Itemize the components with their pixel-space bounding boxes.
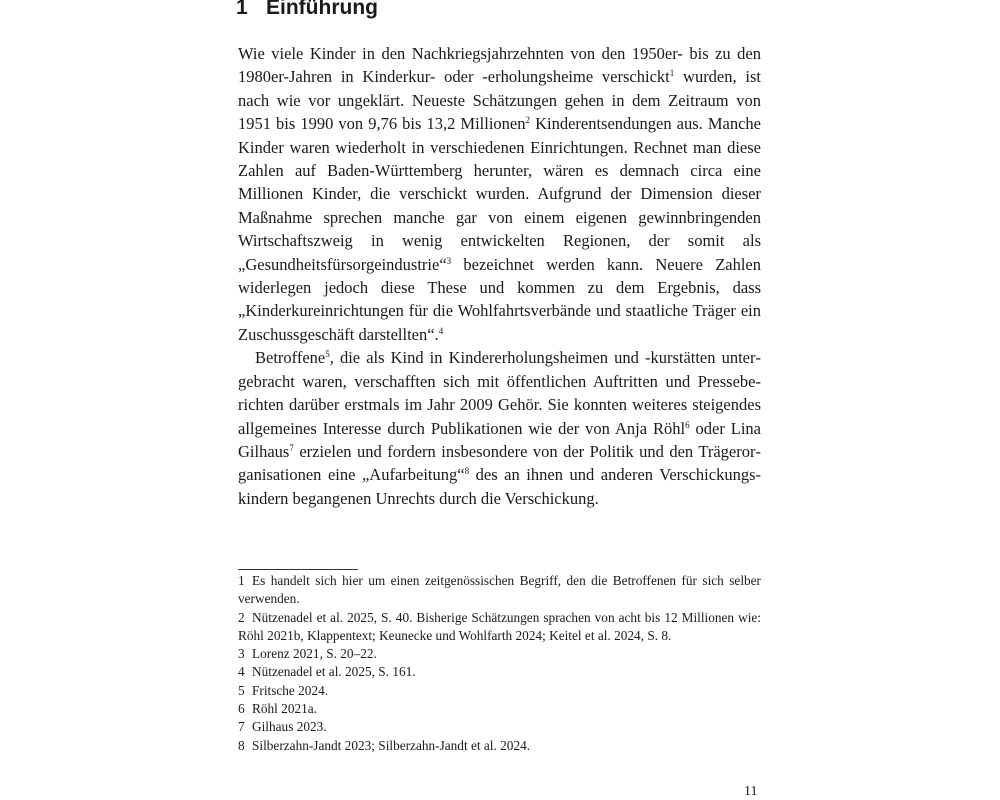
text-run: oder Lina Gilhaus [238,418,761,461]
footnote [238,700,761,718]
text-run: Kinderentsendungen aus. Manche Kinder waren wiederholt in verschiedenen Einrichtungen. Rechnet man diese Zahlen auf Baden-Württemberg herunter, wären es demnach circa eine Millionen Kinder, die verschickt wurden. Aufgrund der Dimension dieser Maßnahme sprechen manche gar von einem eigenen gewinnbringenden Wirtschaftszweig in wenig entwickelten Regionen, der somit als „Gesundheitsfürsorgeindustrie“ [238,114,761,274]
footnote-ref-7: 7 [289,442,294,453]
chapter-heading [236,0,378,20]
footnote-text: Es handelt sich hier um einen zeitgenössischen Begriff, den die Betroffenen für sich selber verwenden. [238,573,761,607]
footnote-ref-3: 3 [446,255,452,266]
footnote-ref-8: 8 [464,466,470,477]
text-run: erzielen und fordern insbesondere von der Politik und den Trägerorganisationen eine „Aufarbeitung“ [238,441,761,485]
footnote [238,682,761,700]
footnote-number: 3 [238,646,245,662]
footnote-text: Nützenadel et al. 2025, S. 40. Bisherige Schätzungen sprachen von acht bis 12 Millionen wie: Röhl 2021b, Klappentext; Keunecke und Wohlfarth 2024; Keitel et al. 2024, S. 8. [238,609,761,643]
footnote-number: 1 [238,573,245,588]
footnote-number: 6 [238,701,245,717]
footnote-separator [238,569,358,570]
text-run: Betroffene [255,348,326,368]
footnote [238,645,761,663]
paragraph [238,346,761,510]
text-run: wurden, ist nach wie vor ungeklärt. Neueste Schätzungen gehen in dem Zeitraum von 1951 bis 1990 von 9,76 bis 13,2 Millionen [238,67,761,134]
footnote-ref-5: 5 [325,349,330,360]
text-run: bezeichnet werden kann. Neuere Zahlen widerlegen jedoch diese These und kommen zu dem Ergebnis, dass „Kinderkureinrichtungen für die Wohlfahrtsverbände und staatliche Träger ein Zuschussgeschäft darstellten“. [238,254,761,344]
chapter-title: Einführung [266,0,378,19]
paragraph [238,42,761,346]
footnote-text: Fritsche 2024. [252,682,329,698]
footnote [238,572,761,609]
text-run: des an ihnen und anderen Verschickungskindern begangenen Unrechts durch die Verschickung. [238,465,761,508]
footnote-number: 7 [238,719,245,735]
footnote-ref-6: 6 [685,419,690,430]
footnote-ref-1: 1 [669,68,675,79]
footnote [238,718,761,736]
footnote-text: Nützenadel et al. 2025, S. 161. [252,664,416,680]
footnote-number: 8 [238,737,245,753]
body-text [238,42,761,510]
footnote-number: 5 [238,682,245,698]
footnote-ref-2: 2 [525,115,531,126]
footnote-number: 2 [238,609,245,625]
text-run: Wie viele Kinder in den Nachkriegsjahrzehnten von den 1950er- bis zu den 1980er-Jahren in Kinderkur- oder -erholungsheime verschickt [238,44,761,87]
footnote-text: Röhl 2021a. [252,701,318,717]
footnote-text: Silberzahn-Jandt 2023; Silberzahn-Jandt et al. 2024. [252,737,531,753]
footnote-text: Gilhaus 2023. [252,719,327,735]
footnotes [238,572,761,755]
page-number: 11 [744,784,758,799]
chapter-number: 1 [236,0,248,19]
footnote-number: 4 [238,664,245,680]
footnote [238,663,761,681]
footnote [238,737,761,755]
text-run: , die als Kind in Kindererholungsheimen und -kurstätten untergebracht waren, verschafften sich mit öffentlichen Auftritten und Presseberichten darüber erstmals im Jahr 2009 Gehör. Sie konnten weiteres steigendes allgemeines Interesse durch Publikationen wie der von Anja Röhl [238,348,761,438]
footnote-ref-4: 4 [438,325,444,336]
footnote-text: Lorenz 2021, S. 20–22. [252,646,377,662]
footnote [238,609,761,646]
